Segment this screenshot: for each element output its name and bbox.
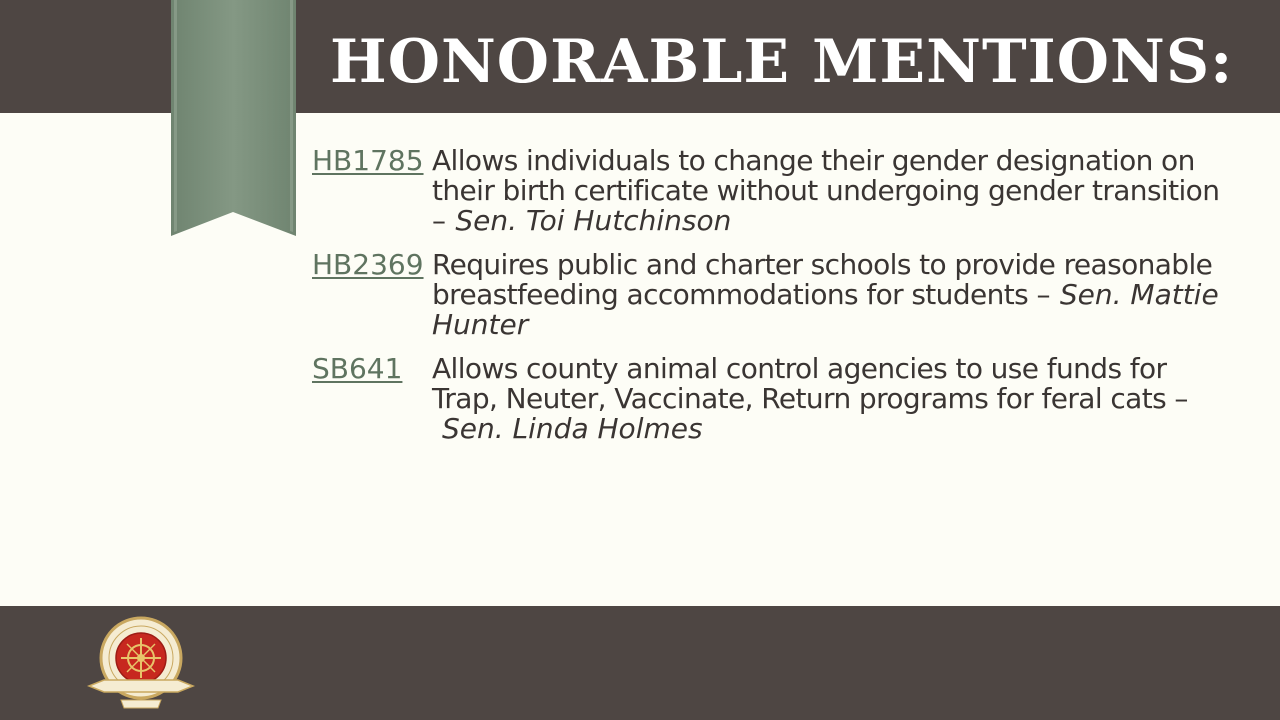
bill-description: Allows county animal control agencies to use funds for Trap, Neuter, Vaccinate, Return programs for feral cats –	[432, 352, 1188, 415]
bill-item	[312, 146, 1232, 236]
bill-link[interactable]: HB2369	[312, 248, 424, 281]
bill-item	[312, 250, 1232, 340]
bill-sponsor: Sen. Toi Hutchinson	[455, 204, 732, 237]
bill-link[interactable]: HB1785	[312, 144, 424, 177]
bill-item	[312, 354, 1232, 444]
bill-description: Allows individuals to change their gender designation on their birth certificate without undergoing gender transition –	[432, 144, 1220, 237]
bill-sponsor: Sen. Mattie Hunter	[432, 278, 1219, 341]
bill-text	[432, 354, 1232, 444]
bill-description: Requires public and charter schools to provide reasonable breastfeeding accommodations for students –	[432, 248, 1213, 311]
bill-text	[432, 250, 1232, 340]
slide-title: HONORABLE MENTIONS:	[330, 27, 1234, 97]
bill-text	[432, 146, 1232, 236]
senate-seal-logo	[86, 616, 196, 712]
bill-list	[312, 146, 1232, 458]
bill-sponsor: Sen. Linda Holmes	[442, 412, 703, 445]
bookmark-ribbon	[171, 0, 296, 236]
bill-link[interactable]: SB641	[312, 352, 403, 385]
